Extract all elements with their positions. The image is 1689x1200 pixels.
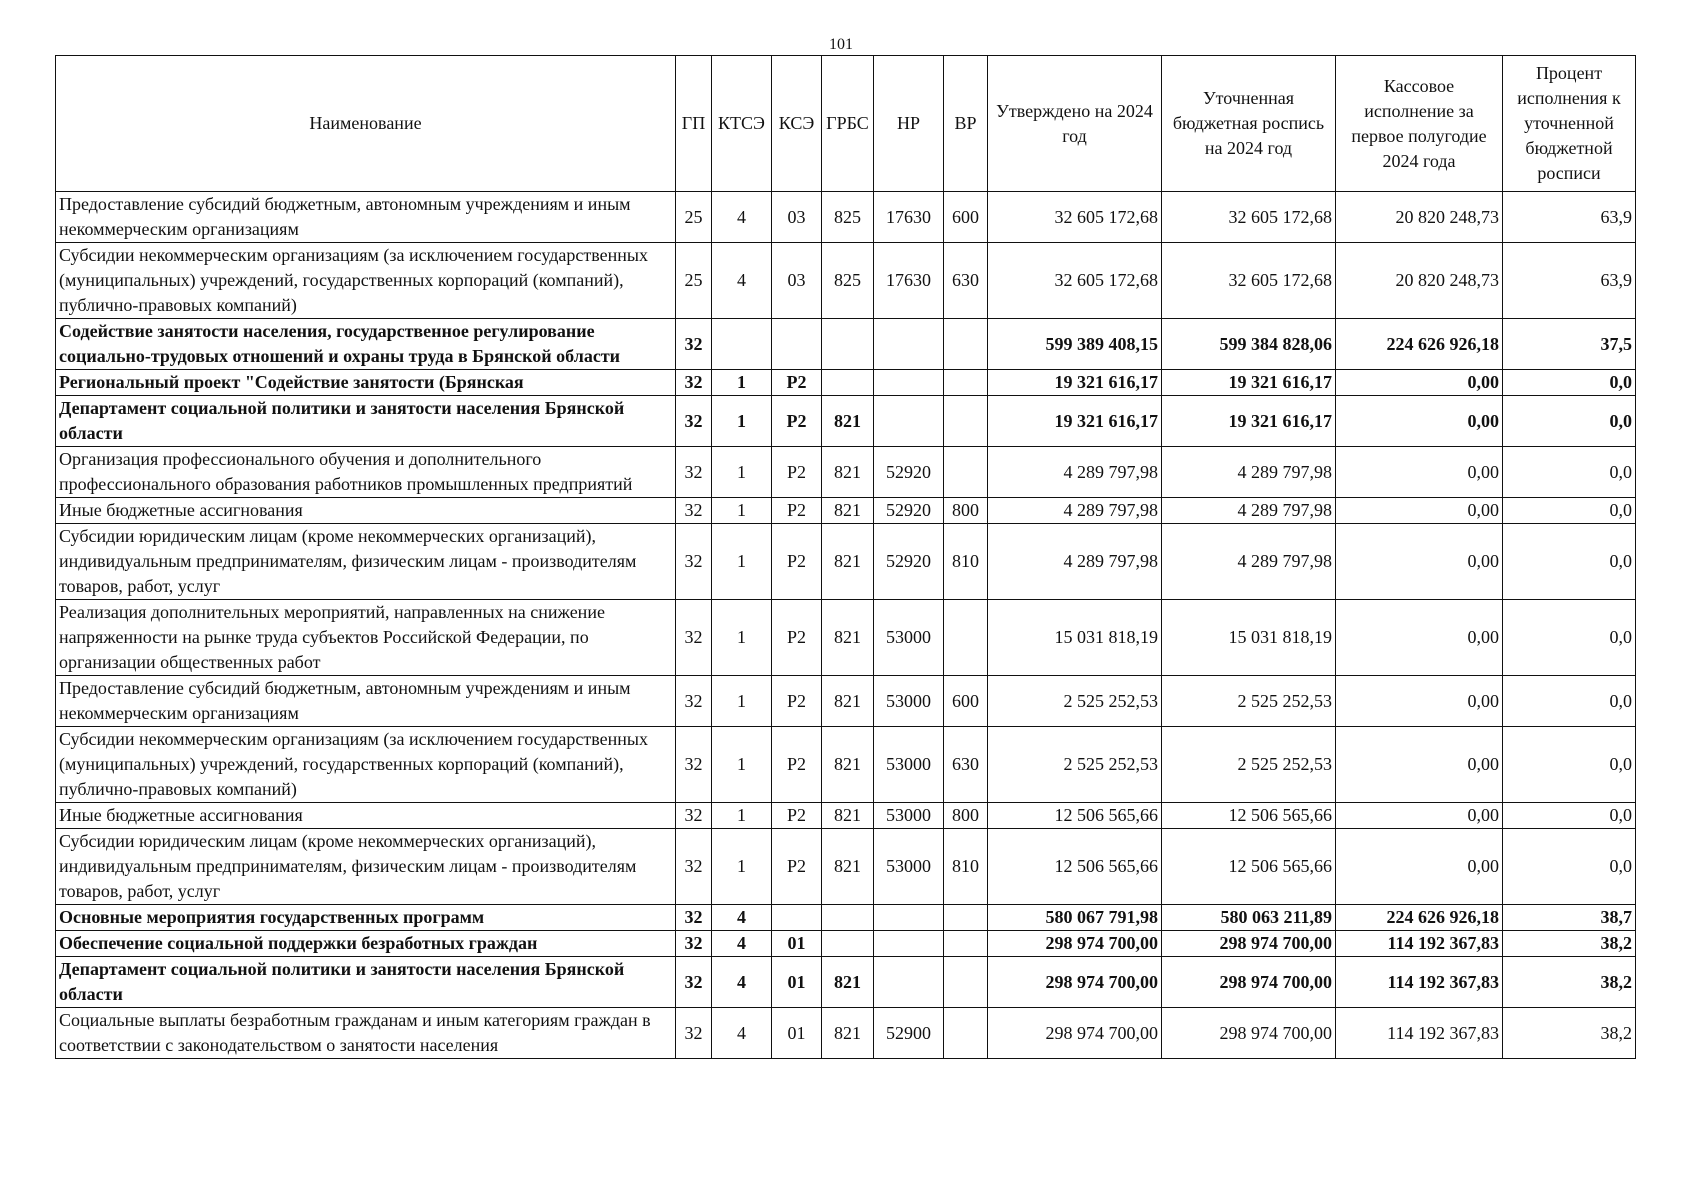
approved-cell: 19 321 616,17 <box>988 370 1162 396</box>
ktse-cell: 1 <box>712 727 772 803</box>
grbs-cell: 821 <box>822 600 874 676</box>
kse-cell: Р2 <box>772 498 822 524</box>
kse-cell <box>772 905 822 931</box>
kse-cell: Р2 <box>772 396 822 447</box>
cash-cell: 0,00 <box>1336 727 1503 803</box>
vr-cell: 800 <box>944 498 988 524</box>
table-row <box>56 931 1636 957</box>
gp-cell: 32 <box>676 524 712 600</box>
percent-cell: 0,0 <box>1503 498 1636 524</box>
refined-cell: 580 063 211,89 <box>1162 905 1336 931</box>
refined-cell: 298 974 700,00 <box>1162 931 1336 957</box>
percent-cell: 38,2 <box>1503 931 1636 957</box>
header-refined: Уточненная бюджетная роспись на 2024 год <box>1162 56 1336 192</box>
budget-table <box>55 55 1636 1059</box>
vr-cell: 600 <box>944 676 988 727</box>
nr-cell: 17630 <box>874 192 944 243</box>
cash-cell: 0,00 <box>1336 829 1503 905</box>
approved-cell: 4 289 797,98 <box>988 498 1162 524</box>
gp-cell: 32 <box>676 319 712 370</box>
nr-cell <box>874 319 944 370</box>
name-cell: Региональный проект "Содействие занятости (Брянская <box>56 370 676 396</box>
percent-cell: 0,0 <box>1503 524 1636 600</box>
grbs-cell: 825 <box>822 192 874 243</box>
vr-cell: 600 <box>944 192 988 243</box>
cash-cell: 20 820 248,73 <box>1336 192 1503 243</box>
ktse-cell: 1 <box>712 600 772 676</box>
grbs-cell <box>822 319 874 370</box>
approved-cell: 298 974 700,00 <box>988 1008 1162 1059</box>
table-row <box>56 727 1636 803</box>
header-ktse: КТСЭ <box>712 56 772 192</box>
approved-cell: 2 525 252,53 <box>988 676 1162 727</box>
vr-cell: 630 <box>944 727 988 803</box>
refined-cell: 12 506 565,66 <box>1162 803 1336 829</box>
name-cell: Реализация дополнительных мероприятий, направленных на снижение напряженности на рынке труда субъектов Российской Федерации, по организации общественных работ <box>56 600 676 676</box>
cash-cell: 114 192 367,83 <box>1336 957 1503 1008</box>
cash-cell: 0,00 <box>1336 370 1503 396</box>
nr-cell <box>874 396 944 447</box>
gp-cell: 32 <box>676 957 712 1008</box>
refined-cell: 2 525 252,53 <box>1162 676 1336 727</box>
header-cash: Кассовое исполнение за первое полугодие 2024 года <box>1336 56 1503 192</box>
cash-cell: 224 626 926,18 <box>1336 905 1503 931</box>
gp-cell: 32 <box>676 727 712 803</box>
name-cell: Субсидии юридическим лицам (кроме некоммерческих организаций), индивидуальным предпринимателям, физическим лицам - производителям товаров, работ, услуг <box>56 829 676 905</box>
table-row <box>56 498 1636 524</box>
percent-cell: 38,2 <box>1503 1008 1636 1059</box>
header-kse: КСЭ <box>772 56 822 192</box>
name-cell: Предоставление субсидий бюджетным, автономным учреждениям и иным некоммерческим организациям <box>56 192 676 243</box>
ktse-cell: 1 <box>712 370 772 396</box>
gp-cell: 32 <box>676 600 712 676</box>
nr-cell <box>874 370 944 396</box>
approved-cell: 12 506 565,66 <box>988 803 1162 829</box>
refined-cell: 32 605 172,68 <box>1162 192 1336 243</box>
cash-cell: 0,00 <box>1336 396 1503 447</box>
kse-cell: Р2 <box>772 447 822 498</box>
name-cell: Обеспечение социальной поддержки безработных граждан <box>56 931 676 957</box>
approved-cell: 32 605 172,68 <box>988 192 1162 243</box>
refined-cell: 19 321 616,17 <box>1162 370 1336 396</box>
approved-cell: 2 525 252,53 <box>988 727 1162 803</box>
nr-cell: 17630 <box>874 243 944 319</box>
grbs-cell: 821 <box>822 524 874 600</box>
vr-cell: 810 <box>944 829 988 905</box>
cash-cell: 0,00 <box>1336 803 1503 829</box>
grbs-cell: 821 <box>822 829 874 905</box>
table-row <box>56 905 1636 931</box>
refined-cell: 4 289 797,98 <box>1162 447 1336 498</box>
table-row <box>56 676 1636 727</box>
gp-cell: 25 <box>676 192 712 243</box>
ktse-cell: 1 <box>712 803 772 829</box>
grbs-cell: 821 <box>822 1008 874 1059</box>
grbs-cell: 821 <box>822 676 874 727</box>
ktse-cell: 1 <box>712 396 772 447</box>
name-cell: Департамент социальной политики и занятости населения Брянской области <box>56 396 676 447</box>
ktse-cell: 1 <box>712 676 772 727</box>
nr-cell: 53000 <box>874 829 944 905</box>
percent-cell: 0,0 <box>1503 803 1636 829</box>
table-row <box>56 192 1636 243</box>
kse-cell: 03 <box>772 192 822 243</box>
kse-cell: 01 <box>772 1008 822 1059</box>
page-number: 101 <box>829 36 853 53</box>
percent-cell: 0,0 <box>1503 600 1636 676</box>
refined-cell: 4 289 797,98 <box>1162 524 1336 600</box>
cash-cell: 0,00 <box>1336 600 1503 676</box>
percent-cell: 0,0 <box>1503 727 1636 803</box>
approved-cell: 4 289 797,98 <box>988 447 1162 498</box>
name-cell: Предоставление субсидий бюджетным, автономным учреждениям и иным некоммерческим организациям <box>56 676 676 727</box>
approved-cell: 4 289 797,98 <box>988 524 1162 600</box>
grbs-cell: 821 <box>822 803 874 829</box>
gp-cell: 32 <box>676 905 712 931</box>
grbs-cell <box>822 905 874 931</box>
percent-cell: 0,0 <box>1503 676 1636 727</box>
refined-cell: 298 974 700,00 <box>1162 1008 1336 1059</box>
grbs-cell: 821 <box>822 727 874 803</box>
nr-cell: 53000 <box>874 803 944 829</box>
kse-cell: Р2 <box>772 829 822 905</box>
nr-cell <box>874 931 944 957</box>
kse-cell: Р2 <box>772 524 822 600</box>
cash-cell: 114 192 367,83 <box>1336 931 1503 957</box>
percent-cell: 0,0 <box>1503 370 1636 396</box>
table-row <box>56 803 1636 829</box>
header-vr: ВР <box>944 56 988 192</box>
table-row <box>56 1008 1636 1059</box>
ktse-cell: 1 <box>712 829 772 905</box>
approved-cell: 298 974 700,00 <box>988 931 1162 957</box>
nr-cell: 52920 <box>874 498 944 524</box>
nr-cell <box>874 905 944 931</box>
gp-cell: 32 <box>676 396 712 447</box>
refined-cell: 2 525 252,53 <box>1162 727 1336 803</box>
cash-cell: 114 192 367,83 <box>1336 1008 1503 1059</box>
name-cell: Основные мероприятия государственных программ <box>56 905 676 931</box>
approved-cell: 12 506 565,66 <box>988 829 1162 905</box>
ktse-cell: 4 <box>712 243 772 319</box>
ktse-cell: 4 <box>712 192 772 243</box>
kse-cell: Р2 <box>772 676 822 727</box>
grbs-cell <box>822 931 874 957</box>
approved-cell: 32 605 172,68 <box>988 243 1162 319</box>
table-body <box>56 192 1636 1059</box>
vr-cell <box>944 370 988 396</box>
name-cell: Организация профессионального обучения и дополнительного профессионального образования работников промышленных предприятий <box>56 447 676 498</box>
gp-cell: 32 <box>676 370 712 396</box>
gp-cell: 32 <box>676 676 712 727</box>
percent-cell: 37,5 <box>1503 319 1636 370</box>
gp-cell: 32 <box>676 829 712 905</box>
grbs-cell: 821 <box>822 396 874 447</box>
ktse-cell: 4 <box>712 1008 772 1059</box>
ktse-cell: 1 <box>712 498 772 524</box>
cash-cell: 20 820 248,73 <box>1336 243 1503 319</box>
nr-cell: 52920 <box>874 447 944 498</box>
gp-cell: 32 <box>676 931 712 957</box>
header-gp: ГП <box>676 56 712 192</box>
refined-cell: 19 321 616,17 <box>1162 396 1336 447</box>
percent-cell: 38,7 <box>1503 905 1636 931</box>
gp-cell: 32 <box>676 447 712 498</box>
name-cell: Департамент социальной политики и занятости населения Брянской области <box>56 957 676 1008</box>
ktse-cell <box>712 319 772 370</box>
refined-cell: 599 384 828,06 <box>1162 319 1336 370</box>
header-grbs: ГРБС <box>822 56 874 192</box>
kse-cell: Р2 <box>772 727 822 803</box>
percent-cell: 38,2 <box>1503 957 1636 1008</box>
kse-cell: Р2 <box>772 803 822 829</box>
nr-cell: 53000 <box>874 727 944 803</box>
refined-cell: 12 506 565,66 <box>1162 829 1336 905</box>
vr-cell <box>944 905 988 931</box>
table-row <box>56 829 1636 905</box>
grbs-cell: 825 <box>822 243 874 319</box>
cash-cell: 0,00 <box>1336 676 1503 727</box>
vr-cell: 800 <box>944 803 988 829</box>
kse-cell <box>772 319 822 370</box>
grbs-cell <box>822 370 874 396</box>
table-row <box>56 319 1636 370</box>
approved-cell: 19 321 616,17 <box>988 396 1162 447</box>
cash-cell: 0,00 <box>1336 524 1503 600</box>
gp-cell: 32 <box>676 1008 712 1059</box>
gp-cell: 32 <box>676 803 712 829</box>
table-row <box>56 957 1636 1008</box>
vr-cell <box>944 957 988 1008</box>
name-cell: Субсидии некоммерческим организациям (за исключением государственных (муниципальных) учреждений, государственных корпораций (компаний), публично-правовых компаний) <box>56 243 676 319</box>
table-row <box>56 600 1636 676</box>
ktse-cell: 4 <box>712 905 772 931</box>
cash-cell: 0,00 <box>1336 447 1503 498</box>
name-cell: Социальные выплаты безработным гражданам и иным категориям граждан в соответствии с законодательством о занятости населения <box>56 1008 676 1059</box>
approved-cell: 580 067 791,98 <box>988 905 1162 931</box>
header-nr: НР <box>874 56 944 192</box>
header-name: Наименование <box>56 56 676 192</box>
name-cell: Иные бюджетные ассигнования <box>56 498 676 524</box>
kse-cell: 01 <box>772 957 822 1008</box>
header-approved: Утверждено на 2024 год <box>988 56 1162 192</box>
table-row <box>56 396 1636 447</box>
kse-cell: 03 <box>772 243 822 319</box>
name-cell: Субсидии юридическим лицам (кроме некоммерческих организаций), индивидуальным предпринимателям, физическим лицам - производителям товаров, работ, услуг <box>56 524 676 600</box>
grbs-cell: 821 <box>822 957 874 1008</box>
header-row <box>56 56 1636 192</box>
cash-cell: 224 626 926,18 <box>1336 319 1503 370</box>
percent-cell: 0,0 <box>1503 829 1636 905</box>
table-row <box>56 447 1636 498</box>
nr-cell: 53000 <box>874 676 944 727</box>
ktse-cell: 4 <box>712 931 772 957</box>
refined-cell: 4 289 797,98 <box>1162 498 1336 524</box>
percent-cell: 63,9 <box>1503 192 1636 243</box>
grbs-cell: 821 <box>822 498 874 524</box>
vr-cell <box>944 931 988 957</box>
name-cell: Иные бюджетные ассигнования <box>56 803 676 829</box>
nr-cell: 52920 <box>874 524 944 600</box>
cash-cell: 0,00 <box>1336 498 1503 524</box>
vr-cell: 630 <box>944 243 988 319</box>
vr-cell: 810 <box>944 524 988 600</box>
table-row <box>56 524 1636 600</box>
header-percent: Процент исполнения к уточненной бюджетной росписи <box>1503 56 1636 192</box>
refined-cell: 298 974 700,00 <box>1162 957 1336 1008</box>
vr-cell <box>944 1008 988 1059</box>
kse-cell: 01 <box>772 931 822 957</box>
approved-cell: 599 389 408,15 <box>988 319 1162 370</box>
refined-cell: 15 031 818,19 <box>1162 600 1336 676</box>
kse-cell: Р2 <box>772 600 822 676</box>
ktse-cell: 1 <box>712 447 772 498</box>
ktse-cell: 4 <box>712 957 772 1008</box>
approved-cell: 298 974 700,00 <box>988 957 1162 1008</box>
vr-cell <box>944 600 988 676</box>
percent-cell: 63,9 <box>1503 243 1636 319</box>
refined-cell: 32 605 172,68 <box>1162 243 1336 319</box>
nr-cell <box>874 957 944 1008</box>
gp-cell: 32 <box>676 498 712 524</box>
vr-cell <box>944 396 988 447</box>
nr-cell: 53000 <box>874 600 944 676</box>
name-cell: Субсидии некоммерческим организациям (за исключением государственных (муниципальных) учреждений, государственных корпораций (компаний), публично-правовых компаний) <box>56 727 676 803</box>
grbs-cell: 821 <box>822 447 874 498</box>
ktse-cell: 1 <box>712 524 772 600</box>
nr-cell: 52900 <box>874 1008 944 1059</box>
name-cell: Содействие занятости населения, государственное регулирование социально-трудовых отношений и охраны труда в Брянской области <box>56 319 676 370</box>
kse-cell: Р2 <box>772 370 822 396</box>
percent-cell: 0,0 <box>1503 396 1636 447</box>
vr-cell <box>944 447 988 498</box>
vr-cell <box>944 319 988 370</box>
table-row <box>56 370 1636 396</box>
percent-cell: 0,0 <box>1503 447 1636 498</box>
approved-cell: 15 031 818,19 <box>988 600 1162 676</box>
table-row <box>56 243 1636 319</box>
gp-cell: 25 <box>676 243 712 319</box>
